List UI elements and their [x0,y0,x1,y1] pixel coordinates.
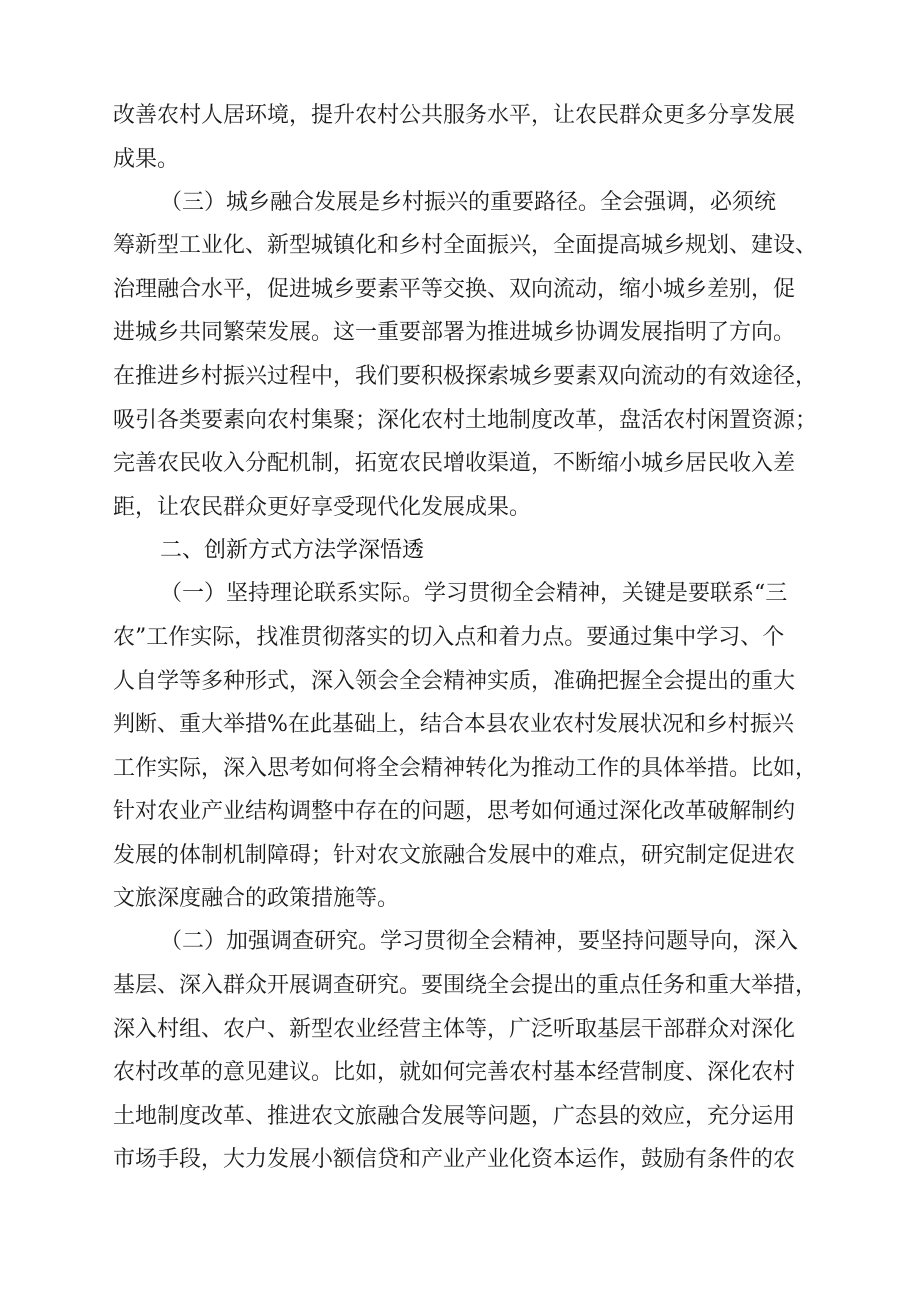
body-text-line: 改善农村人居环境，提升农村公共服务水平，让农民群众更多分享发展 [113,103,796,128]
body-text-line: 筹新型工业化、新型城镇化和乡村全面振兴，全面提高城乡规划、建设、 [113,233,818,258]
body-text-line: 判断、重大举措%在此基础上，结合本县农业农村发展状况和乡村振兴 [113,712,794,737]
body-text-line: 农村改革的意见建议。比如，就如何完善农村基本经营制度、深化农村 [113,1060,796,1085]
body-text-line: 进城乡共同繁荣发展。这一重要部署为推进城乡协调发展指明了方向。 [113,320,796,345]
body-text-line: 农”工作实际，找准贯彻落实的切入点和着力点。要通过集中学习、个 [113,625,785,650]
body-text-line: （一）坚持理论联系实际。学习贯彻全会精神，关键是要联系“三 [160,581,788,606]
body-text-line: 成果。 [113,147,180,172]
body-text-line: （二）加强调查研究。学习贯彻全会精神，要坚持问题导向，深入 [160,929,799,954]
body-text-line: 在推进乡村振兴过程中，我们要积极探索城乡要素双向流动的有效途径， [113,364,818,389]
body-text-line: 针对农业产业结构调整中存在的问题，思考如何通过深化改革破解制约 [113,799,796,824]
body-text-line: 吸引各类要素向农村集聚；深化农村土地制度改革，盘活农村闲置资源； [113,408,818,433]
body-text-line: 发展的体制机制障碍；针对农文旅融合发展中的难点，研究制定促进农 [113,843,796,868]
body-text-line: 深入村组、农户、新型农业经营主体等，广泛听取基层干部群众对深化 [113,1017,796,1042]
body-text-line: 文旅深度融合的政策措施等。 [113,886,400,911]
body-text-line: 治理融合水平，促进城乡要素平等交换、双向流动，缩小城乡差别，促 [113,277,796,302]
body-text-line: 土地制度改革、推进农文旅融合发展等问题，广态县的效应，充分运用 [113,1104,796,1129]
body-text-line: 距，让农民群众更好享受现代化发展成果。 [113,495,532,520]
body-text-line: 工作实际，深入思考如何将全会精神转化为推动工作的具体举措。比如， [113,756,818,781]
body-text-line: 市场手段，大力发展小额信贷和产业产业化资本运作，鼓励有条件的农 [113,1147,796,1172]
body-text-line: （三）城乡融合发展是乡村振兴的重要路径。全会强调，必须统 [160,190,777,215]
body-text-line: 完善农民收入分配机制，拓宽农民增收渠道，不断缩小城乡居民收入差 [113,451,796,476]
body-text-line: 基层、深入群众开展调查研究。要围绕全会提出的重点任务和重大举措， [113,973,818,998]
section-heading: 二、创新方式方法学深悟透 [160,538,425,563]
body-text-line: 人自学等多种形式，深入领会全会精神实质，准确把握全会提出的重大 [113,669,796,694]
